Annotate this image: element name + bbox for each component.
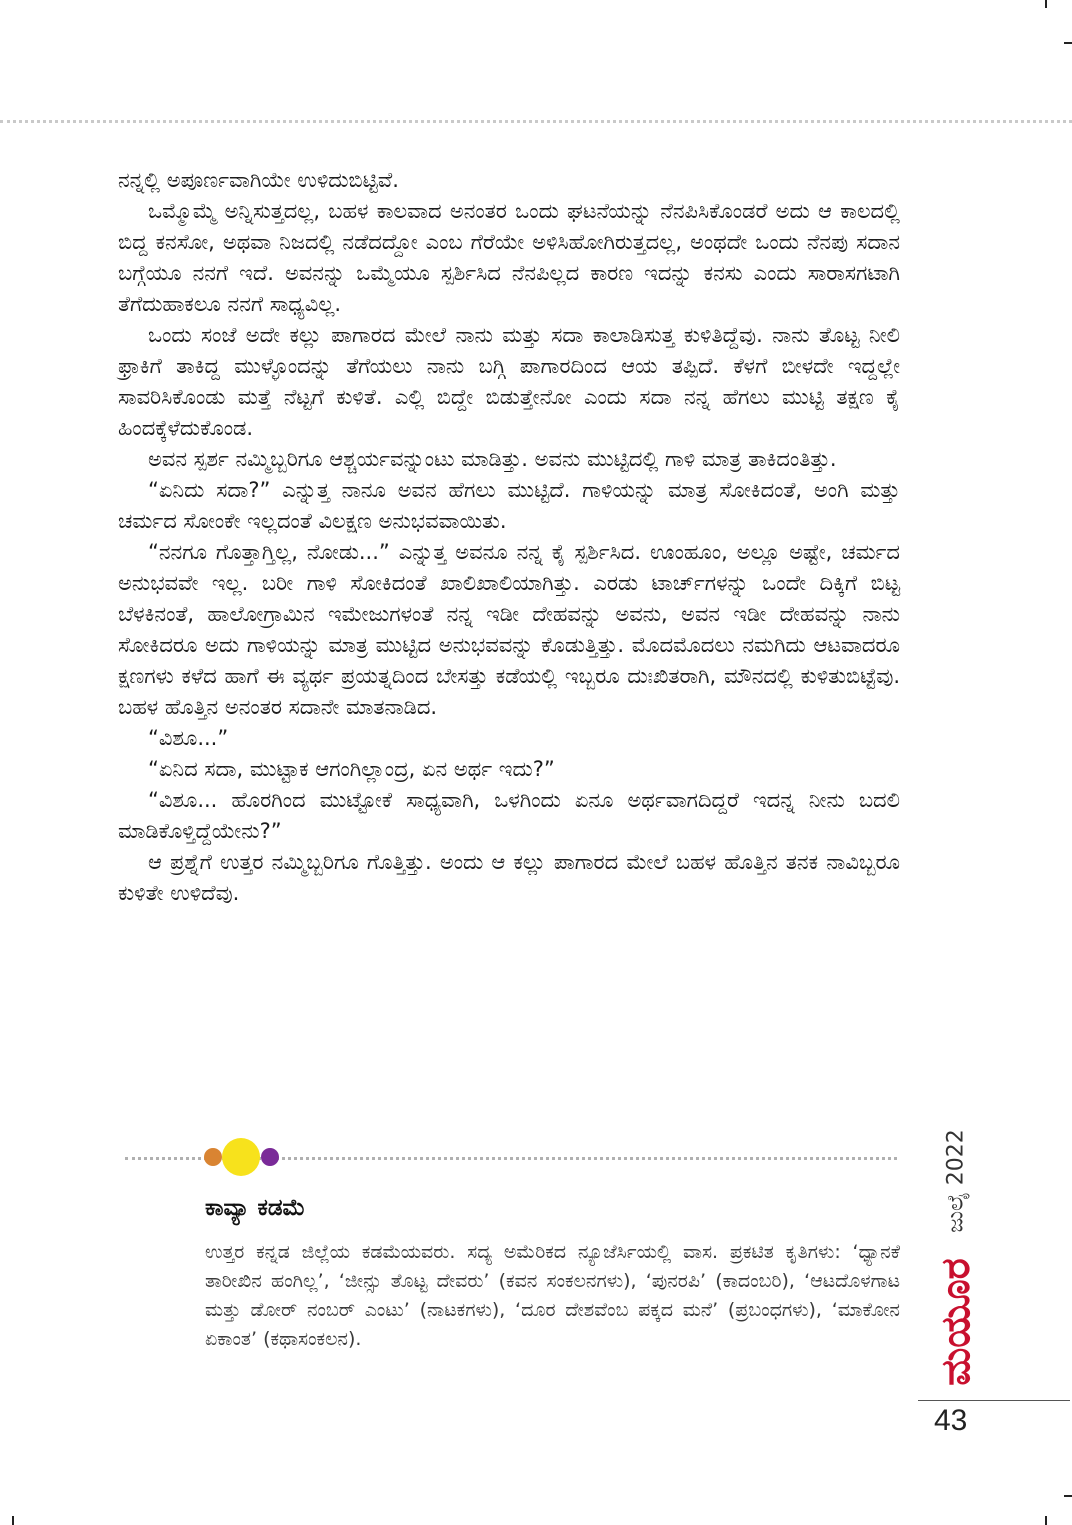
- page-number-rule: [918, 1400, 1070, 1401]
- orange-dot-ornament: [204, 1148, 222, 1166]
- crop-mark: [1045, 0, 1047, 8]
- story-paragraph: ಅವನ ಸ್ಪರ್ಶ ನಮ್ಮಿಬ್ಬರಿಗೂ ಆಶ್ಚರ್ಯವನ್ನುಂಟು ಮಾಡಿತ್ತು. ಅವನು ಮುಟ್ಟಿದಲ್ಲಿ ಗಾಳಿ ಮಾತ್ರ ತಾಕಿದಂತಿತ್ತು.: [148, 447, 837, 471]
- crop-mark: [1045, 1516, 1047, 1525]
- story-body: [118, 165, 900, 909]
- top-dotted-rule: [0, 120, 1072, 123]
- purple-dot-ornament: [261, 1148, 279, 1166]
- yellow-dot-ornament: [222, 1138, 260, 1176]
- author-bio: ಉತ್ತರ ಕನ್ನಡ ಜಿಲ್ಲೆಯ ಕಡಮೆಯವರು. ಸದ್ಯ ಅಮೆರಿಕದ ನ್ಯೂಜೆರ್ಸಿಯಲ್ಲಿ ವಾಸ. ಪ್ರಕಟಿತ ಕೃತಿಗಳು: ‘ಧ್ಯಾನಕೆ ತಾರೀಖಿನ ಹಂಗಿಲ್ಲ’, ‘ಜೀನ್ಸು ತೊಟ್ಟ ದೇವರು’ (ಕವನ ಸಂಕಲನಗಳು), ‘ಪುನರಪಿ’ (ಕಾದಂಬರಿ), ‘ಆಟದೊಳಗಾಟ ಮತ್ತು ಡೋರ್ ನಂಬರ್ ಎಂಟು’ (ನಾಟಕಗಳು), ‘ದೂರ ದೇಶವೆಂಬ ಪಕ್ಕದ ಮನೆ’ (ಪ್ರಬಂಧಗಳು), ‘ಮಾಕೋನ ಏಕಾಂತ’ (ಕಥಾಸಂಕಲನ).: [205, 1241, 900, 1350]
- story-paragraph: “ವಿಶೂ... ಹೊರಗಿಂದ ಮುಟ್ಟೋಕೆ ಸಾಧ್ಯವಾಗಿ, ಒಳಗಿಂದು ಏನೂ ಅರ್ಥವಾಗದಿದ್ದರೆ ಇದನ್ನ ನೀನು ಬದಲಿ ಮಾಡಿಕೊಳ್ತಿದ್ದೆಯೇನು?”: [118, 788, 900, 843]
- story-paragraph: ಆ ಪ್ರಶ್ನೆಗೆ ಉತ್ತರ ನಮ್ಮಿಬ್ಬರಿಗೂ ಗೊತ್ತಿತ್ತು. ಅಂದು ಆ ಕಲ್ಲು ಪಾಗಾರದ ಮೇಲೆ ಬಹಳ ಹೊತ್ತಿನ ತನಕ ನಾವಿಬ್ಬರೂ ಕುಳಿತೇ ಉಳಿದೆವು.: [118, 850, 900, 905]
- story-paragraph: “ಏನಿದು ಸದಾ?” ಎನ್ನುತ್ತ ನಾನೂ ಅವನ ಹೆಗಲು ಮುಟ್ಟಿದೆ. ಗಾಳಿಯನ್ನು ಮಾತ್ರ ಸೋಕಿದಂತೆ, ಅಂಗಿ ಮತ್ತು ಚರ್ಮದ ಸೋಂಕೇ ಇಲ್ಲದಂತೆ ವಿಲಕ್ಷಣ ಅನುಭವವಾಯಿತು.: [118, 478, 900, 533]
- crop-mark: [1064, 42, 1072, 44]
- issue-date: ಜುಲೈ 2022: [943, 1129, 969, 1233]
- story-paragraph: “ಏನಿದ ಸದಾ, ಮುಟ್ಟಾಕ ಆಗಂಗಿಲ್ಲಾಂದ್ರ, ಏನ ಅರ್ಥ ಇದು?”: [148, 757, 555, 781]
- issue-date-box: [926, 1126, 986, 1236]
- story-paragraph: ಒಮ್ಮೊಮ್ಮೆ ಅನ್ನಿಸುತ್ತದಲ್ಲ, ಬಹಳ ಕಾಲವಾದ ಅನಂತರ ಒಂದು ಘಟನೆಯನ್ನು ನೆನಪಿಸಿಕೊಂಡರೆ ಅದು ಆ ಕಾಲದಲ್ಲಿ ಬಿದ್ದ ಕನಸೋ, ಅಥವಾ ನಿಜದಲ್ಲಿ ನಡೆದದ್ದೋ ಎಂಬ ಗೆರೆಯೇ ಅಳಿಸಿಹೋಗಿರುತ್ತದಲ್ಲ, ಅಂಥದೇ ಒಂದು ನೆನಪು ಸದಾನ ಬಗ್ಗೆಯೂ ನನಗೆ ಇದೆ. ಅವನನ್ನು ಒಮ್ಮೆಯೂ ಸ್ಪರ್ಶಿಸಿದ ನೆನಪಿಲ್ಲದ ಕಾರಣ ಇದನ್ನು ಕನಸು ಎಂದು ಸಾರಾಸಗಟಾಗಿ ತೆಗೆದುಹಾಕಲೂ ನನಗೆ ಸಾಧ್ಯವಿಲ್ಲ.: [118, 199, 900, 316]
- magazine-logo-box: [916, 1242, 996, 1402]
- author-name: ಕಾವ್ಯಾ ಕಡಮೆ: [205, 1195, 306, 1221]
- story-paragraph: ಒಂದು ಸಂಜೆ ಅದೇ ಕಲ್ಲು ಪಾಗಾರದ ಮೇಲೆ ನಾನು ಮತ್ತು ಸದಾ ಕಾಲಾಡಿಸುತ್ತ ಕುಳಿತಿದ್ದೆವು. ನಾನು ತೊಟ್ಟ ನೀಲಿ ಫ್ರಾಕಿಗೆ ತಾಕಿದ್ದ ಮುಳ್ಳೊಂದನ್ನು ತೆಗೆಯಲು ನಾನು ಬಗ್ಗಿ ಪಾಗಾರದಿಂದ ಆಯ ತಪ್ಪಿದೆ. ಕೆಳಗೆ ಬೀಳದೇ ಇದ್ದಲ್ಲೇ ಸಾವರಿಸಿಕೊಂಡು ಮತ್ತೆ ನೆಟ್ಟಗೆ ಕುಳಿತೆ. ಎಲ್ಲಿ ಬಿದ್ದೇ ಬಿಡುತ್ತೇನೋ ಎಂದು ಸದಾ ನನ್ನ ಹೆಗಲು ಮುಟ್ಟಿ ತಕ್ಷಣ ಕೈ ಹಿಂದಕ್ಕೆಳೆದುಕೊಂಡ.: [118, 323, 900, 440]
- magazine-logo: ಮಯೂರ: [933, 1258, 979, 1386]
- story-paragraph: “ವಿಶೂ...”: [148, 726, 229, 750]
- page-number: 43: [934, 1404, 968, 1437]
- crop-mark: [1064, 1495, 1072, 1497]
- crop-mark: [12, 1516, 14, 1525]
- story-paragraph: “ನನಗೂ ಗೊತ್ತಾಗ್ತಿಲ್ಲ, ನೋಡು...” ಎನ್ನುತ್ತ ಅವನೂ ನನ್ನ ಕೈ ಸ್ಪರ್ಶಿಸಿದ. ಊಂಹೂಂ, ಅಲ್ಲೂ ಅಷ್ಟೇ, ಚರ್ಮದ ಅನುಭವವೇ ಇಲ್ಲ. ಬರೀ ಗಾಳಿ ಸೋಕಿದಂತೆ ಖಾಲಿಖಾಲಿಯಾಗಿತ್ತು. ಎರಡು ಟಾರ್ಚ್‌ಗಳನ್ನು ಒಂದೇ ದಿಕ್ಕಿಗೆ ಬಿಟ್ಟ ಬೆಳಕಿನಂತೆ, ಹಾಲೋಗ್ರಾಮಿನ ಇಮೇಜುಗಳಂತೆ ನನ್ನ ಇಡೀ ದೇಹವನ್ನು ಅವನು, ಅವನ ಇಡೀ ದೇಹವನ್ನು ನಾನು ಸೋಕಿದರೂ ಅದು ಗಾಳಿಯನ್ನು ಮಾತ್ರ ಮುಟ್ಟಿದ ಅನುಭವವನ್ನು ಕೊಡುತ್ತಿತ್ತು. ಮೊದಮೊದಲು ನಮಗಿದು ಆಟವಾದರೂ ಕ್ಷಣಗಳು ಕಳೆದ ಹಾಗೆ ಈ ವ್ಯರ್ಥ ಪ್ರಯತ್ನದಿಂದ ಬೇಸತ್ತು ಕಡೆಯಲ್ಲಿ ಇಬ್ಬರೂ ದುಃಖಿತರಾಗಿ, ಮೌನದಲ್ಲಿ ಕುಳಿತುಬಿಟ್ಟೆವು. ಬಹಳ ಹೊತ್ತಿನ ಅನಂತರ ಸದಾನೇ ಮಾತನಾಡಿದ.: [118, 540, 900, 719]
- story-paragraph: ನನ್ನಲ್ಲಿ ಅಪೂರ್ಣವಾಗಿಯೇ ಉಳಿದುಬಿಟ್ಟಿವೆ.: [118, 168, 399, 192]
